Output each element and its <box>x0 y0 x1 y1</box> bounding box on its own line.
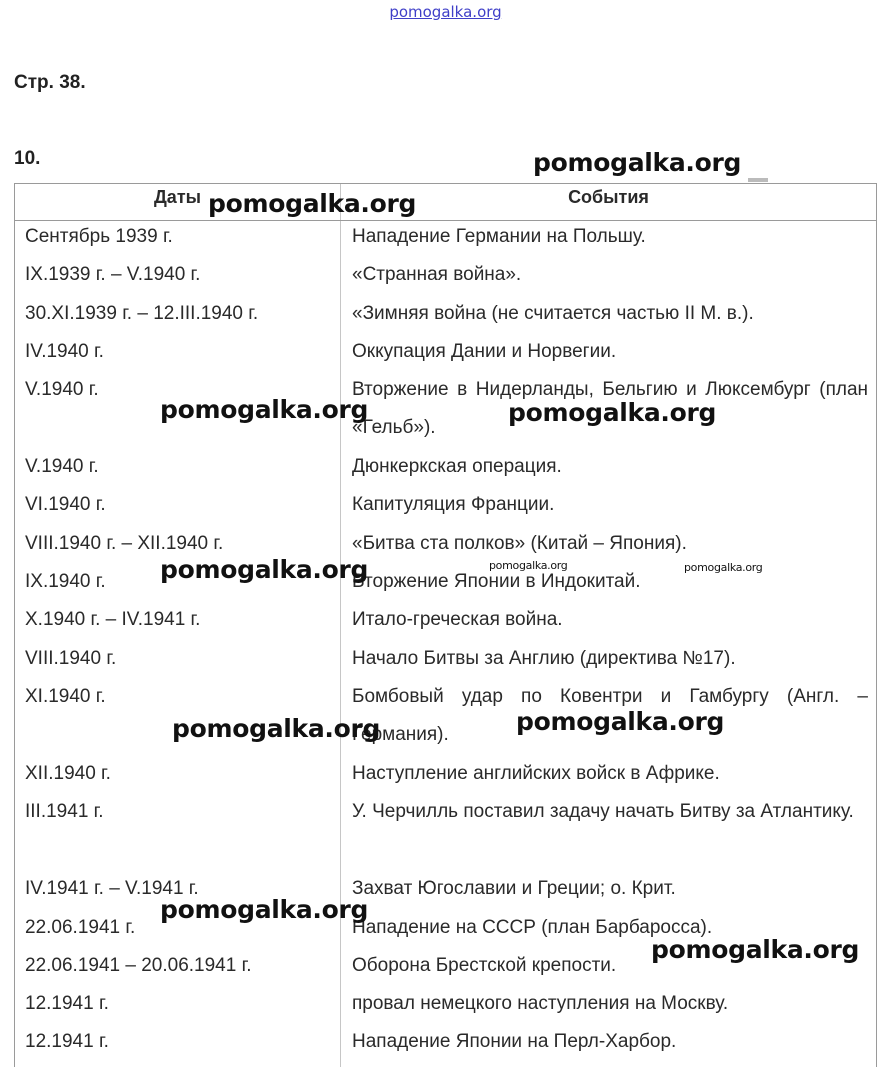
table-row <box>15 1027 876 1065</box>
date-cell: 12.1941 г. <box>25 993 109 1015</box>
event-cell: «Битва ста полков» (Китай – Япония). <box>352 532 687 554</box>
date-cell: III.1941 г. <box>25 801 104 823</box>
column-header-events: События <box>568 187 649 207</box>
watermark: pomogalka.org <box>208 189 417 218</box>
task-number: 10. <box>14 148 41 169</box>
watermark: pomogalka.org <box>489 559 568 572</box>
column-header-dates: Даты <box>153 187 202 207</box>
date-cell: XII.1940 г. <box>25 762 111 784</box>
table-row <box>15 452 876 490</box>
table-row <box>15 759 876 797</box>
date-cell: XI.1940 г. <box>25 685 106 707</box>
watermark: pomogalka.org <box>508 398 717 427</box>
watermark: pomogalka.org <box>516 707 725 736</box>
date-cell: VIII.1940 г. – XII.1940 г. <box>25 532 224 554</box>
date-cell: IV.1941 г. – V.1941 г. <box>25 878 199 900</box>
table-row <box>15 989 876 1027</box>
event-cell: Наступление английских войск в Африке. <box>352 762 720 784</box>
date-cell: IV.1940 г. <box>25 340 104 362</box>
date-cell: 22.06.1941 – 20.06.1941 г. <box>25 954 252 976</box>
event-cell: провал немецкого наступления на Москву. <box>352 993 729 1015</box>
table-row <box>15 299 876 337</box>
table-row <box>15 222 876 260</box>
page-reference: Стр. 38. <box>14 72 86 93</box>
event-cell: Капитуляция Франции. <box>352 494 555 516</box>
date-cell: IX.1939 г. – V.1940 г. <box>25 264 201 286</box>
watermark: pomogalka.org <box>160 895 369 924</box>
date-cell: 30.XI.1939 г. – 12.III.1940 г. <box>25 302 259 324</box>
event-cell: «Зимняя война (не считается частью II М. в.). <box>352 302 754 324</box>
date-cell: X.1940 г. – IV.1941 г. <box>25 609 201 631</box>
watermark: pomogalka.org <box>160 555 369 584</box>
table-header <box>15 184 876 221</box>
date-cell: IX.1940 г. <box>25 571 106 593</box>
watermark: pomogalka.org <box>684 561 763 574</box>
event-cell: «Странная война». <box>352 264 522 286</box>
scan-artifact <box>748 178 768 182</box>
event-cell: Нападение на СССР (план Барбаросса). <box>352 916 713 938</box>
event-cell: Начало Битвы за Англию (директива №17). <box>352 647 736 669</box>
watermark: pomogalka.org <box>533 148 742 177</box>
site-link[interactable]: pomogalka.org <box>389 3 502 21</box>
date-cell: V.1940 г. <box>25 456 99 478</box>
date-cell: Сентябрь 1939 г. <box>25 226 173 247</box>
table-row <box>15 605 876 643</box>
table-row <box>15 682 876 759</box>
table-row <box>15 375 876 452</box>
event-cell: Вторжение в Нидерланды, Бельгию и Люксембург (план «Гельб»). <box>352 379 868 439</box>
event-cell: Захват Югославии и Греции; о. Крит. <box>352 878 676 900</box>
table-row <box>15 644 876 682</box>
watermark: pomogalka.org <box>172 714 381 743</box>
event-cell: Вторжение Японии в Индокитай. <box>352 571 641 593</box>
table-row <box>15 337 876 375</box>
table-row <box>15 260 876 298</box>
event-cell: Бомбовый удар по Ковентри и Гамбургу (Англ. – Германия). <box>352 685 868 745</box>
event-cell: Итало-греческая война. <box>352 609 563 631</box>
date-cell: VIII.1940 г. <box>25 647 117 669</box>
event-cell: Оборона Брестской крепости. <box>352 954 617 976</box>
event-cell: Оккупация Дании и Норвегии. <box>352 340 617 362</box>
event-cell: Нападение Японии на Перл-Харбор. <box>352 1031 677 1053</box>
watermark: pomogalka.org <box>160 395 369 424</box>
event-cell: Дюнкеркская операция. <box>352 456 562 478</box>
date-cell: VI.1940 г. <box>25 494 106 516</box>
table-row <box>15 490 876 528</box>
date-cell: V.1940 г. <box>25 379 99 401</box>
watermark: pomogalka.org <box>651 935 860 964</box>
table-row <box>15 874 876 912</box>
date-cell: 12.1941 г. <box>25 1031 109 1053</box>
date-cell: 22.06.1941 г. <box>25 916 136 938</box>
table-row <box>15 797 876 874</box>
event-cell: Нападение Германии на Польшу. <box>352 226 646 247</box>
event-cell: У. Черчилль поставил задачу начать Битву за Атлантику. <box>352 801 854 823</box>
